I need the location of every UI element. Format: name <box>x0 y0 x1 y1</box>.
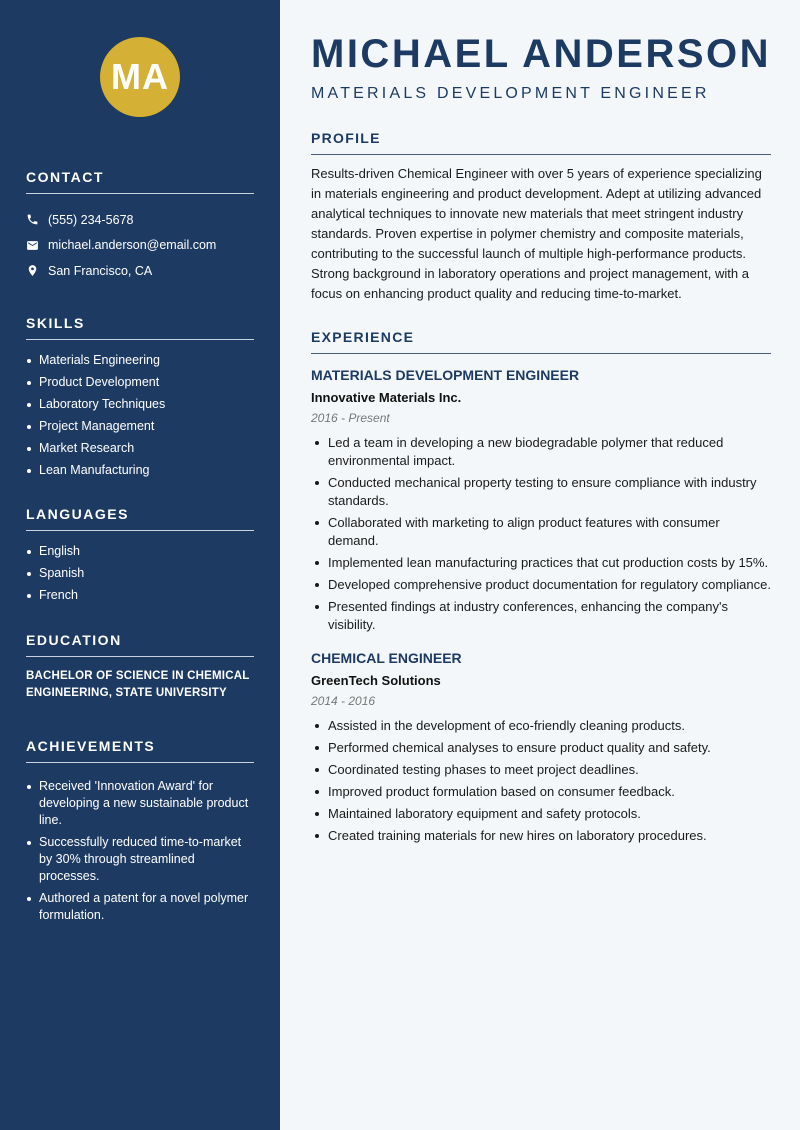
candidate-title: MATERIALS DEVELOPMENT ENGINEER <box>311 85 710 102</box>
skill-item: Lean Manufacturing <box>26 462 254 479</box>
languages-list <box>26 543 254 604</box>
job-entry <box>311 650 771 845</box>
languages-section <box>26 506 254 604</box>
job-dates: 2016 - Present <box>311 411 390 425</box>
contact-list <box>26 207 254 284</box>
location-text: San Francisco, CA <box>48 263 153 278</box>
achievements-list <box>26 778 254 924</box>
avatar-initials: MA <box>111 56 169 97</box>
education-section <box>26 632 254 702</box>
job-entry <box>311 367 771 634</box>
job-role: MATERIALS DEVELOPMENT ENGINEER <box>311 367 580 383</box>
skill-item: Project Management <box>26 418 254 435</box>
candidate-name: MICHAEL ANDERSON <box>311 32 772 76</box>
job-role: CHEMICAL ENGINEER <box>311 650 462 666</box>
job-company: Innovative Materials Inc. <box>311 390 462 405</box>
main-content <box>280 0 800 1130</box>
contact-phone <box>26 207 254 233</box>
language-item: English <box>26 543 254 560</box>
skill-item: Laboratory Techniques <box>26 396 254 413</box>
job-bullet: Conducted mechanical property testing to ensure compliance with industry standards. <box>311 474 771 510</box>
education-heading: EDUCATION <box>26 632 254 657</box>
experience-section <box>311 329 771 845</box>
languages-heading: LANGUAGES <box>26 506 254 531</box>
achievements-heading: ACHIEVEMENTS <box>26 738 254 763</box>
experience-heading: EXPERIENCE <box>311 329 771 354</box>
contact-heading: CONTACT <box>26 169 254 194</box>
language-item: French <box>26 587 254 604</box>
achievement-item: Successfully reduced time-to-market by 30% through streamlined processes. <box>26 834 254 885</box>
email-icon <box>26 239 39 252</box>
education-degree: BACHELOR OF SCIENCE IN CHEMICAL ENGINEERING, STATE UNIVERSITY <box>26 669 250 699</box>
job-bullet: Created training materials for new hires on laboratory procedures. <box>311 827 771 845</box>
avatar <box>100 37 180 117</box>
job-bullet: Implemented lean manufacturing practices that cut production costs by 15%. <box>311 554 771 572</box>
sidebar <box>0 0 280 1130</box>
skill-item: Materials Engineering <box>26 352 254 369</box>
skill-item: Product Development <box>26 374 254 391</box>
job-bullet: Led a team in developing a new biodegradable polymer that reduced environmental impact. <box>311 434 771 470</box>
job-bullet: Improved product formulation based on consumer feedback. <box>311 783 771 801</box>
profile-text: Results-driven Chemical Engineer with over 5 years of experience specializing in materials engineering and product development. Adept at utilizing advanced analytical techniques to innovate new materials that meet stringent industry standards. Proven expertise in polymer chemistry and composite materials, contributing to the successful launch of multiple high-performance products. Strong background in laboratory operations and project management, with a focus on enhancing product quality and reducing time-to-market. <box>311 166 762 301</box>
job-bullets <box>311 717 771 845</box>
job-bullet: Developed comprehensive product documentation for regulatory compliance. <box>311 576 771 594</box>
skills-heading: SKILLS <box>26 315 254 340</box>
contact-email <box>26 233 254 259</box>
job-bullet: Collaborated with marketing to align product features with consumer demand. <box>311 514 771 550</box>
skill-item: Market Research <box>26 440 254 457</box>
achievement-item: Authored a patent for a novel polymer formulation. <box>26 890 254 924</box>
job-bullet: Maintained laboratory equipment and safety protocols. <box>311 805 771 823</box>
job-bullet: Performed chemical analyses to ensure product quality and safety. <box>311 739 771 757</box>
achievements-section <box>26 738 254 924</box>
skills-section <box>26 315 254 479</box>
skills-list <box>26 352 254 479</box>
profile-heading: PROFILE <box>311 130 771 155</box>
phone-icon <box>26 213 39 226</box>
job-dates: 2014 - 2016 <box>311 694 376 708</box>
job-bullet: Assisted in the development of eco-friendly cleaning products. <box>311 717 771 735</box>
achievement-item: Received 'Innovation Award' for developing a new sustainable product line. <box>26 778 254 829</box>
job-bullet: Presented findings at industry conferences, enhancing the company's visibility. <box>311 598 771 634</box>
language-item: Spanish <box>26 565 254 582</box>
contact-section <box>26 169 254 284</box>
job-bullets <box>311 434 771 634</box>
email-text[interactable]: michael.anderson@email.com <box>48 238 217 253</box>
phone-text[interactable]: (555) 234-5678 <box>48 212 134 227</box>
location-pin-icon <box>26 264 39 277</box>
job-bullet: Coordinated testing phases to meet project deadlines. <box>311 761 771 779</box>
profile-section <box>311 130 771 304</box>
contact-location <box>26 258 254 284</box>
job-company: GreenTech Solutions <box>311 673 441 688</box>
